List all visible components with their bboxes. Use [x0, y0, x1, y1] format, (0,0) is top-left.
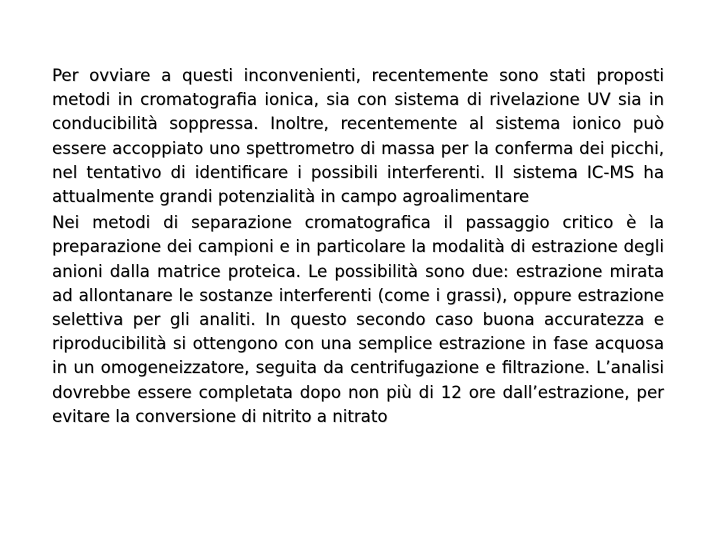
paragraph-ion-chromatography: Per ovviare a questi inconvenienti, recentemente sono stati proposti metodi in cromatografia ionica, sia con sistema di rivelazione UV sia in conducibilità soppressa. Inoltre, recentemente al sistema ionico può essere accoppiato uno spettrometro di massa per la conferma dei picchi, nel tentativo di identificare i possibili interferenti. Il sistema IC-MS ha attualmente grandi potenzialità in campo agroalimentare [52, 66, 664, 207]
paragraph-sample-preparation: Nei metodi di separazione cromatografica il passaggio critico è la preparazione dei campioni e in particolare la modalità di estrazione degli anioni dalla matrice proteica. Le possibilità sono due: estrazione mirata ad allontanare le sostanze interferenti (come i grassi), oppure estrazione selettiva per gli analiti. In questo secondo caso buona accuratezza e riproducibilità si ottengono con una semplice estrazione in fase acquosa in un omogeneizzatore, seguita da centrifugazione e filtrazione. L’analisi dovrebbe essere completata dopo non più di 12 ore dall’estrazione, per evitare la conversione di nitrito a nitrato [52, 213, 664, 426]
body-text [52, 64, 664, 429]
